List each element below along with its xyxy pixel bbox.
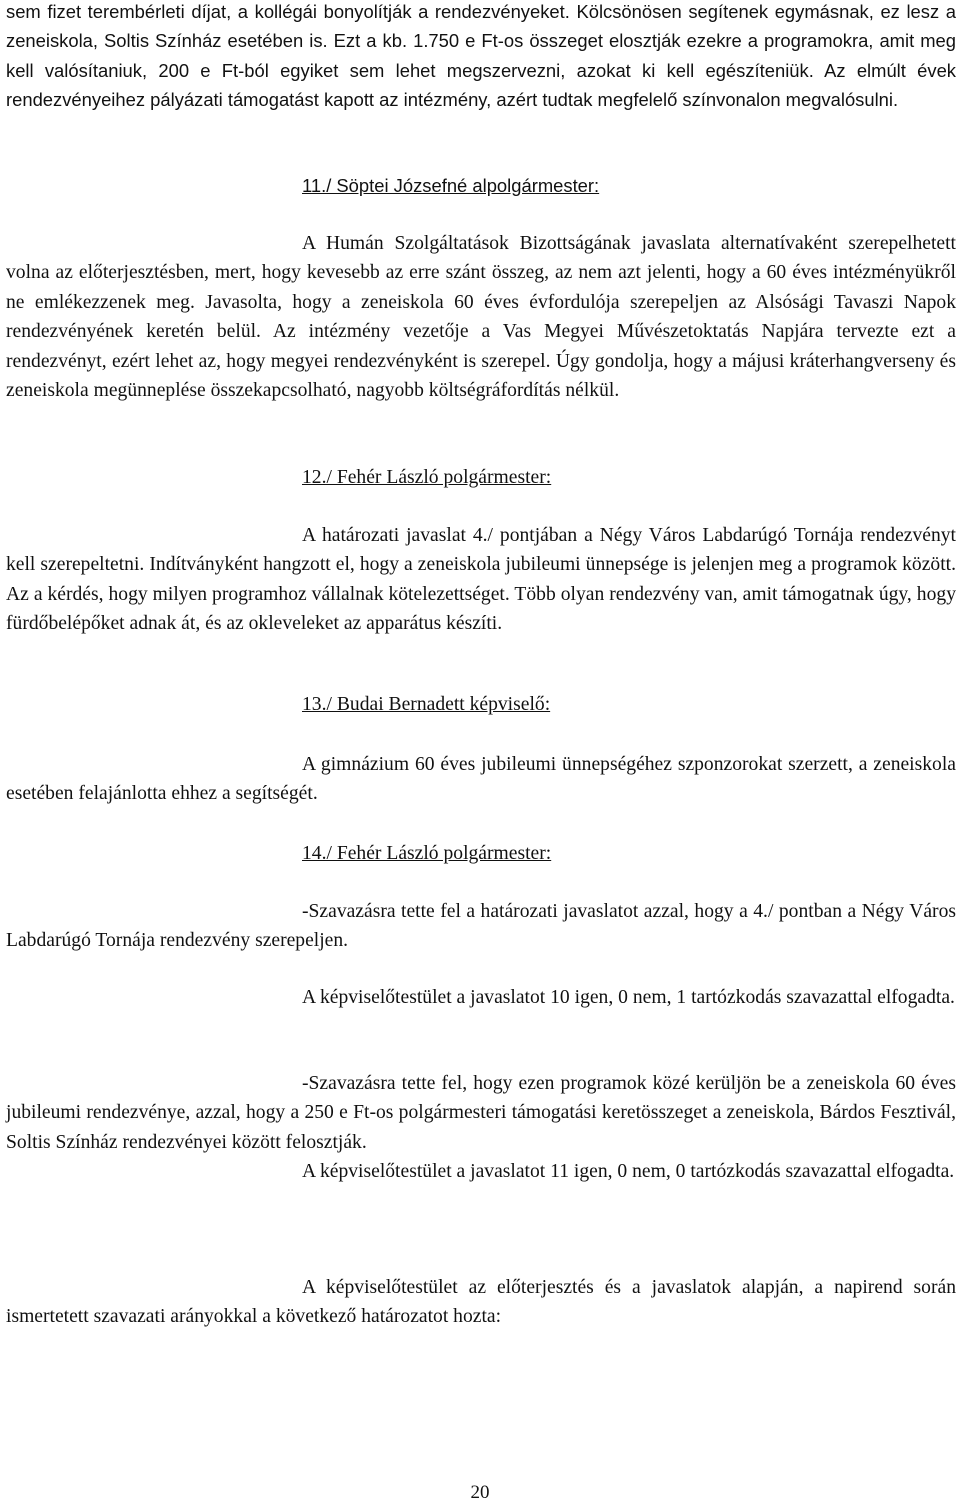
s14-heading: 14./ Fehér László polgármester: [302,843,552,864]
page-number: 20 [470,1482,490,1503]
closing-paragraph: A képviselőtestület az előterjesztés és a javaslatok alapján, a napirend során ismertetett szavazati arányokkal a következő határozatot hozta: [6,1277,956,1328]
s13-heading: 13./ Budai Bernadett képviselő: [302,694,551,715]
s12-heading: 12./ Fehér László polgármester: [302,467,552,488]
s14-paragraph-2: -Szavazásra tette fel, hogy ezen programok közé kerüljön be a zeneiskola 60 éves jubileumi rendezvénye, azzal, hogy a 250 e Ft-os polgármesteri támogatási keretösszeget a zeneiskola, Bárdos Fesztivál, Soltis Színház rendezvényei között felosztják. [6,1073,956,1153]
s12-paragraph: A határozati javaslat 4./ pontjában a Négy Város Labdarúgó Tornája rendezvényt kell szerepeltetni. Indítványként hangzott el, hogy a zeneiskola jubileumi ünnepsége is jelenjen meg a programok között. Az a kérdés, hogy milyen programhoz vállalnak kötelezettséget. Több olyan rendezvény van, amit támogatnak úgy, hogy fürdőbelépőket adnak át, és az okleveleket az apparátus készíti. [6,525,956,635]
s14-vote-2: A képviselőtestület a javaslatot 11 igen, 0 nem, 0 tartózkodás szavazattal elfogadta. [302,1161,955,1182]
s11-heading: 11./ Söptei Józsefné alpolgármester: [302,175,600,196]
s14-paragraph-1: -Szavazásra tette fel a határozati javaslatot azzal, hogy a 4./ pontban a Négy Város Labdarúgó Tornája rendezvény szerepeljen. [6,901,956,952]
s13-paragraph: A gimnázium 60 éves jubileumi ünnepségéhez szponzorokat szerzett, a zeneiskola esetében felajánlotta ehhez a segítségét. [6,754,956,805]
intro-paragraph: sem fizet terembérleti díjat, a kollégái bonyolítják a rendezvényeket. Kölcsönösen segítenek egymásnak, ez lesz a zeneiskola, Soltis Színház esetében is. Ezt a kb. 1.750 e Ft-os összeget elosztják ezekre a programokra, amit meg kell valósítaniuk, 200 e Ft-ból egyiket sem lehet megszervezni, azokat ki kell egészíteniük. Az elmúlt évek rendezvényeihez pályázati támogatást kapott az intézmény, azért tudtak megfelelő színvonalon megvalósulni. [6,1,956,111]
s11-paragraph: A Humán Szolgáltatások Bizottságának javaslata alternatívaként szerepelhetett volna az előterjesztésben, mert, hogy kevesebb az erre szánt összeg, az nem azt jelenti, hogy a 60 éves intézményükről ne emlékezzenek meg. Javasolta, hogy a zeneiskola 60 éves évfordulója szerepeljen az Alsósági Tavaszi Napok rendezvényének keretén belül. Az intézmény vezetője a Vas Megyei Művészetoktatás Napjára tervezte ezt a rendezvényt, ezért lehet az, hogy megyei rendezvényként is szerepel. Úgy gondolja, hogy a májusi kráterhangverseny és zeneiskola megünneplése összekapcsolható, nagyobb költségráfordítás nélkül. [6,233,956,402]
s14-vote-1: A képviselőtestület a javaslatot 10 igen, 0 nem, 1 tartózkodás szavazattal elfogadta. [302,987,955,1008]
